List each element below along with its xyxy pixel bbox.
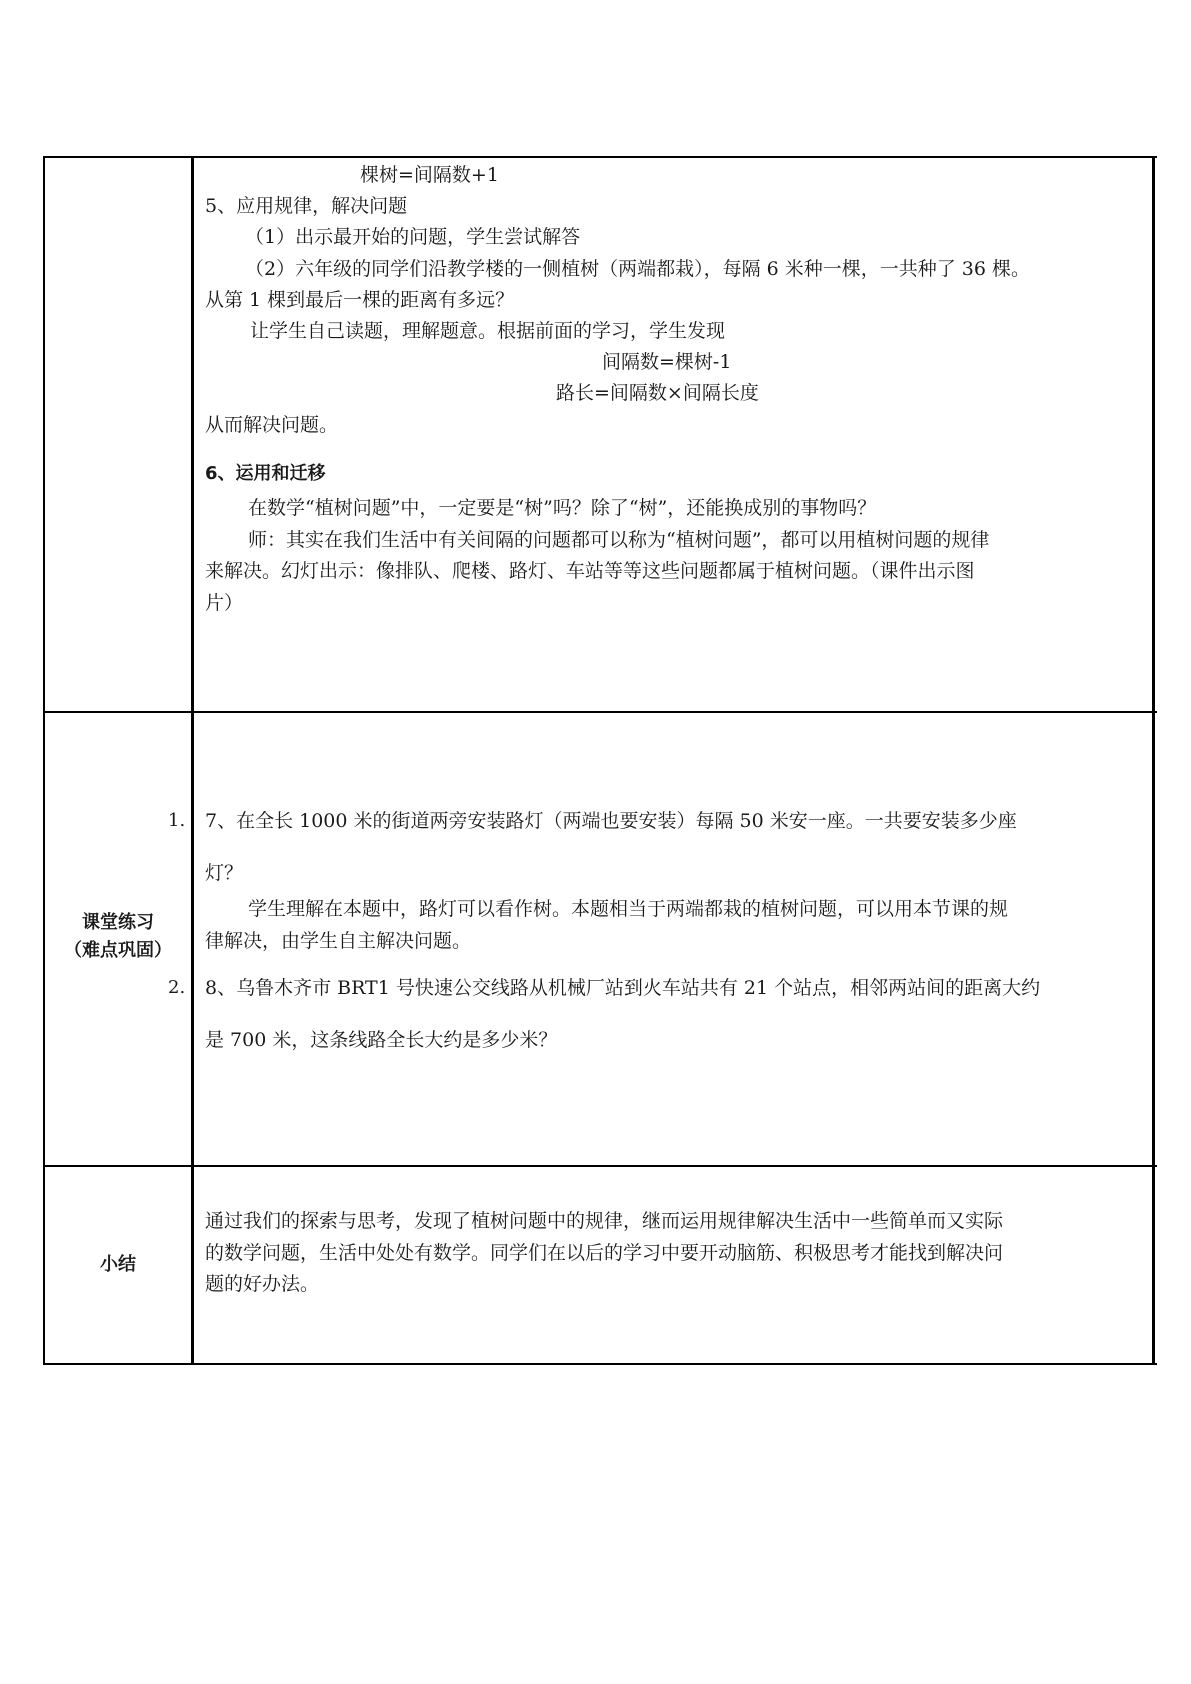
step-5-item-2-line-1: （2）六年级的同学们沿教学楼的一侧植树（两端都栽），每隔 6 米种一棵，一共种了 36 棵。 bbox=[245, 258, 1031, 280]
exercise-7-note-line-1: 学生理解在本题中，路灯可以看作树。本题相当于两端都栽的植树问题，可以用本节课的规 bbox=[248, 898, 1009, 920]
column-divider bbox=[191, 156, 194, 1365]
step-6-question: 在数学“植树问题”中，一定要是“树”吗？除了“树”，还能换成别的事物吗？ bbox=[248, 497, 877, 519]
formula-trees-from-intervals: 棵树=间隔数+1 bbox=[360, 164, 499, 186]
exercise-7-line-1: 7、在全长 1000 米的街道两旁安装路灯（两端也要安装）每隔 50 米安一座。一共要安装多少座 bbox=[205, 810, 1017, 832]
exercise-7-note-line-2: 律解决，由学生自主解决问题。 bbox=[205, 930, 472, 952]
exercise-8-line-1: 8、乌鲁木齐市 BRT1 号快速公交线路从机械厂站到火车站共有 21 个站点，相邻两站间的距离大约 bbox=[205, 977, 1041, 999]
table-right-border bbox=[1152, 156, 1155, 1365]
teacher-text-line-3: 片） bbox=[205, 592, 244, 614]
solve-problem-text: 从而解决问题。 bbox=[205, 414, 339, 436]
step-5-item-1: （1）出示最开始的问题，学生尝试解答 bbox=[245, 226, 581, 248]
classroom-practice-subtitle: （难点巩固） bbox=[64, 940, 172, 961]
row-divider-1 bbox=[43, 711, 1157, 713]
formula-intervals: 间隔数=棵树-1 bbox=[602, 351, 732, 373]
classroom-practice-title: 课堂练习 bbox=[82, 912, 154, 933]
exercise-7-line-2: 灯？ bbox=[205, 862, 244, 884]
step-5-heading: 5、应用规律，解决问题 bbox=[205, 195, 408, 217]
step-6-heading: 6、运用和迁移 bbox=[205, 463, 326, 484]
table-top-border bbox=[43, 156, 1157, 158]
table-bottom-border bbox=[43, 1363, 1157, 1365]
formula-road-length: 路长=间隔数×间隔长度 bbox=[556, 382, 759, 404]
table-left-border bbox=[43, 156, 45, 1365]
summary-line-3: 题的好办法。 bbox=[205, 1273, 320, 1295]
teacher-text-line-1: 师：其实在我们生活中有关间隔的问题都可以称为“植树问题”，都可以用植树问题的规律 bbox=[248, 529, 990, 551]
summary-line-2: 的数学问题，生活中处处有数学。同学们在以后的学习中要开动脑筋、积极思考才能找到解决问 bbox=[205, 1242, 1004, 1264]
row-divider-2 bbox=[43, 1165, 1157, 1167]
exercise-8-line-2: 是 700 米，这条线路全长大约是多少米？ bbox=[205, 1029, 558, 1051]
list-number-1: 1. bbox=[168, 810, 186, 831]
list-number-2: 2. bbox=[168, 977, 186, 998]
student-discovery-text: 让学生自己读题，理解题意。根据前面的学习，学生发现 bbox=[250, 320, 726, 342]
summary-line-1: 通过我们的探索与思考，发现了植树问题中的规律，继而运用规律解决生活中一些简单而又实际 bbox=[205, 1210, 1004, 1232]
step-5-item-2-line-2: 从第 1 棵到最后一棵的距离有多远？ bbox=[205, 289, 515, 311]
summary-label: 小结 bbox=[100, 1254, 136, 1275]
classroom-practice-label bbox=[43, 909, 193, 965]
teacher-text-line-2: 来解决。幻灯出示：像排队、爬楼、路灯、车站等等这些问题都属于植树问题。（课件出示图 bbox=[205, 560, 975, 582]
